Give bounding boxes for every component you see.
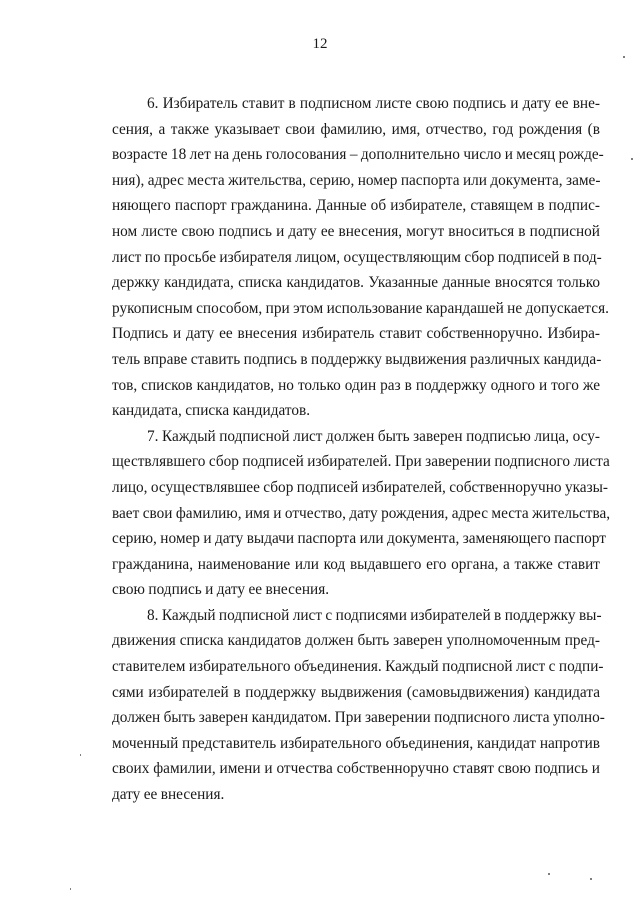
- text-line: 6. Избиратель ставит в подписном листе свою подпись и дату ее вне-: [147, 95, 600, 112]
- document-body: [112, 91, 611, 808]
- text-line: тель вправе ставить подпись в поддержку выдвижения различных кандида-: [112, 350, 602, 368]
- text-line: гражданина, наименование или код выдавшего его органа, а также ставит: [112, 555, 600, 573]
- paragraph-8: [112, 603, 605, 808]
- text-line: вает свои фамилию, имя и отчество, дату рождения, адрес места жительства,: [112, 504, 611, 522]
- text-line: ществлявшего сбор подписей избирателей. При заверении подписного листа: [112, 453, 610, 471]
- scan-speck: [590, 878, 592, 880]
- paragraph-6: [112, 91, 609, 424]
- text-line: дату ее внесения.: [112, 786, 225, 804]
- scan-speck: [80, 754, 81, 756]
- text-line: свою подпись и дату ее внесения.: [112, 581, 330, 599]
- text-line: кандидата, списка кандидатов.: [112, 402, 311, 420]
- scan-speck: [548, 873, 550, 875]
- text-line: держку кандидата, списка кандидатов. Указанные данные вносятся только: [112, 274, 600, 292]
- page-number: 12: [312, 36, 328, 52]
- text-line: серию, номер и дату выдачи паспорта или документа, заменяющего паспорт: [112, 530, 606, 548]
- text-line: лицо, осуществлявшее сбор подписей избирателей, собственноручно указы-: [112, 478, 609, 496]
- text-line: 8. Каждый подписной лист с подписями избирателей в поддержку вы-: [147, 606, 602, 624]
- text-line: сения, а также указывает свои фамилию, имя, отчество, год рождения (в: [112, 120, 600, 138]
- text-line: тов, списков кандидатов, но только один раз в поддержку одного и того же: [112, 376, 600, 394]
- text-line: няющего паспорт гражданина. Данные об избирателе, ставящем в подпис-: [112, 197, 600, 215]
- text-line: должен быть заверен кандидатом. При заверении подписного листа уполно-: [112, 709, 605, 727]
- text-line: моченный представитель избирательного объединения, кандидат напротив: [112, 734, 600, 752]
- paragraph-7: [112, 424, 611, 603]
- text-line: возрасте 18 лет на день голосования – дополнительно число и месяц рожде-: [112, 146, 604, 164]
- text-line: своих фамилии, имени и отчества собственноручно ставят свою подпись и: [112, 760, 600, 778]
- text-line: лист по просьбе избирателя лицом, осуществляющим сбор подписей в под-: [112, 248, 602, 266]
- text-line: 7. Каждый подписной лист должен быть заверен подписью лица, осу-: [147, 427, 600, 445]
- text-line: ном листе свою подпись и дату ее внесения, могут вноситься в подписной: [112, 222, 600, 240]
- text-line: ния), адрес места жительства, серию, номер паспорта или документа, заме-: [112, 171, 601, 189]
- text-line: ставителем избирательного объединения. Каждый подписной лист с подпи-: [112, 658, 604, 676]
- scan-speck: [70, 888, 71, 890]
- text-line: Подпись и дату ее внесения избиратель ставит собственноручно. Избира-: [112, 325, 600, 343]
- text-line: сями избирателей в поддержку выдвижения (самовыдвижения) кандидата: [112, 683, 600, 701]
- text-line: рукописным способом, при этом использование карандашей не допускается.: [112, 299, 609, 317]
- text-line: движения списка кандидатов должен быть заверен уполномоченным пред-: [112, 632, 600, 650]
- scan-speck: [623, 56, 625, 58]
- scan-speck: [631, 158, 633, 160]
